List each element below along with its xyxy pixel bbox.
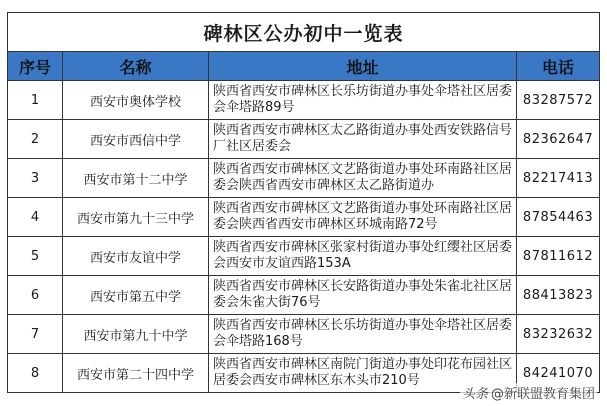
school-address: 陕西省西安市碑林区文艺路街道办事处环南路社区居委会陕西省西安市碑林区环城南路72号 xyxy=(209,198,517,237)
table-title: 碑林区公办初中一览表 xyxy=(8,13,600,52)
row-number: 7 xyxy=(8,315,63,354)
school-address: 陕西省西安市碑林区长乐坊街道办事处伞塔社区居委会伞塔路89号 xyxy=(209,81,517,120)
table-row xyxy=(8,276,600,315)
school-phone: 84241070 xyxy=(517,354,600,393)
school-table-sheet xyxy=(7,12,599,393)
school-name: 西安市第十二中学 xyxy=(63,159,209,198)
school-name: 西安市西信中学 xyxy=(63,120,209,159)
watermark-prefix: 头条 xyxy=(461,387,488,402)
watermark-text: @新联盟教育集团 xyxy=(490,387,595,402)
school-name: 西安市第五中学 xyxy=(63,276,209,315)
school-address: 陕西省西安市碑林区长乐坊街道办事处伞塔社区居委会伞塔路168号 xyxy=(209,315,517,354)
school-name: 西安市第九十中学 xyxy=(63,315,209,354)
row-number: 6 xyxy=(8,276,63,315)
header-phone: 电话 xyxy=(517,52,600,81)
school-address: 陕西省西安市碑林区文艺路街道办事处环南路社区居委会陕西省西安市碑林区太乙路街道办 xyxy=(209,159,517,198)
table-body xyxy=(8,81,600,393)
school-phone: 83287572 xyxy=(517,81,600,120)
header-row xyxy=(8,52,600,81)
school-phone: 82217413 xyxy=(517,159,600,198)
school-phone: 87854463 xyxy=(517,198,600,237)
table-row xyxy=(8,120,600,159)
header-address: 地址 xyxy=(209,52,517,81)
school-phone: 87811612 xyxy=(517,237,600,276)
school-phone: 88413823 xyxy=(517,276,600,315)
row-number: 1 xyxy=(8,81,63,120)
row-number: 2 xyxy=(8,120,63,159)
school-address: 陕西省西安市碑林区张家村街道办事处红缨社区居委会西安市友谊西路153A xyxy=(209,237,517,276)
table-row xyxy=(8,198,600,237)
school-name: 西安市第九十三中学 xyxy=(63,198,209,237)
table-row xyxy=(8,237,600,276)
school-phone: 82362647 xyxy=(517,120,600,159)
school-address: 陕西省西安市碑林区太乙路街道办事处西安铁路信号厂社区居委会 xyxy=(209,120,517,159)
school-address: 陕西省西安市碑林区南院门街道办事处印花布园社区居委会西安市碑林区东木头市210号 xyxy=(209,354,517,393)
row-number: 4 xyxy=(8,198,63,237)
school-table xyxy=(7,12,600,393)
school-address: 陕西省西安市碑林区长安路街道办事处朱雀北社区居委会朱雀大街76号 xyxy=(209,276,517,315)
row-number: 3 xyxy=(8,159,63,198)
school-name: 西安市友谊中学 xyxy=(63,237,209,276)
header-name: 名称 xyxy=(63,52,209,81)
school-name: 西安市奥体学校 xyxy=(63,81,209,120)
table-row xyxy=(8,81,600,120)
row-number: 5 xyxy=(8,237,63,276)
school-name: 西安市第二十四中学 xyxy=(63,354,209,393)
watermark xyxy=(460,383,597,402)
header-no: 序号 xyxy=(8,52,63,81)
table-row xyxy=(8,315,600,354)
school-phone: 83232632 xyxy=(517,315,600,354)
row-number: 8 xyxy=(8,354,63,393)
table-row xyxy=(8,159,600,198)
